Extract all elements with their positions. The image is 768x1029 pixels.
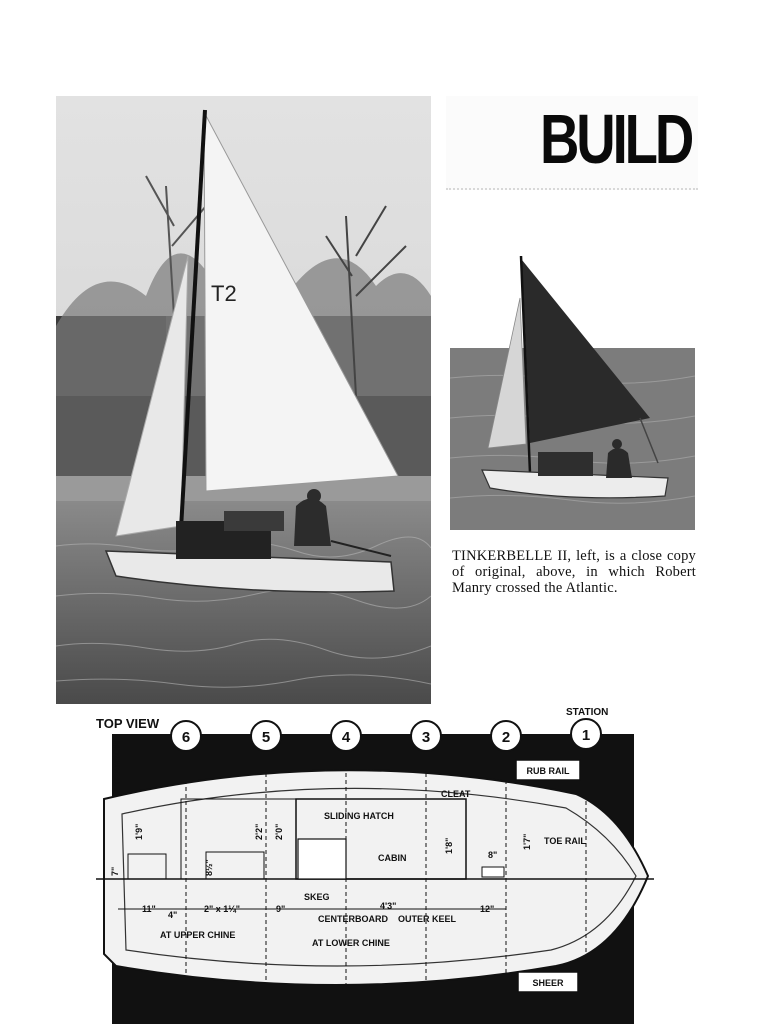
outer-keel-label: OUTER KEEL: [398, 914, 457, 924]
cleat-label: CLEAT: [441, 789, 471, 799]
sail-number: T2: [211, 281, 237, 306]
dim-9: 9": [276, 904, 286, 914]
dim-8-half: 8½": [204, 859, 214, 876]
station-1-label: 1: [581, 727, 591, 744]
top-view-plan-drawing: [56, 704, 656, 1024]
station-3-label: 3: [421, 729, 431, 746]
dim-4: 4": [168, 910, 178, 920]
dim-11: 11": [142, 904, 156, 914]
dim-2-0: 2'0": [274, 823, 284, 840]
upper-chine-label: AT UPPER CHINE: [160, 930, 236, 940]
plan-title: TOP VIEW: [96, 716, 160, 731]
dim-8: 8": [488, 850, 498, 860]
dim-1-8: 1'8": [444, 837, 454, 854]
photo-original-tinkerbelle: [450, 238, 695, 530]
toe-rail-label: TOE RAIL: [544, 836, 586, 846]
station-2-label: 2: [501, 729, 511, 746]
lower-chine-label: AT LOWER CHINE: [312, 938, 390, 948]
station-heading: STATION: [566, 707, 609, 718]
dim-4-3: 4'3": [380, 901, 397, 911]
photo-caption: TINKERBELLE II, left, is a close copy of original, above, in which Robert Manry crossed the Atlantic.: [452, 548, 696, 596]
sliding-hatch-label: SLIDING HATCH: [324, 811, 394, 821]
centerboard-label: CENTERBOARD: [318, 914, 389, 924]
station-5-label: 5: [261, 729, 271, 746]
dim-2-2: 2'2": [254, 823, 264, 840]
dim-1-9: 1'9": [134, 823, 144, 840]
station-4-label: 4: [341, 729, 351, 746]
sheer-label: SHEER: [532, 978, 564, 988]
station-6-label: 6: [181, 729, 191, 746]
transom-label: TRANSOM: [112, 740, 122, 786]
photo-tinkerbelle-ii: [56, 96, 431, 704]
dim-12: 12": [480, 904, 495, 914]
dim-7: 7": [110, 866, 120, 876]
article-headline: BUILD: [540, 100, 692, 178]
cabin-label: CABIN: [378, 853, 407, 863]
skeg-label: SKEG: [304, 892, 330, 902]
rub-rail-label: RUB RAIL: [526, 766, 570, 776]
dim-1-7: 1'7": [522, 833, 532, 850]
dim-2x1: 2" x 1¼": [204, 904, 241, 914]
